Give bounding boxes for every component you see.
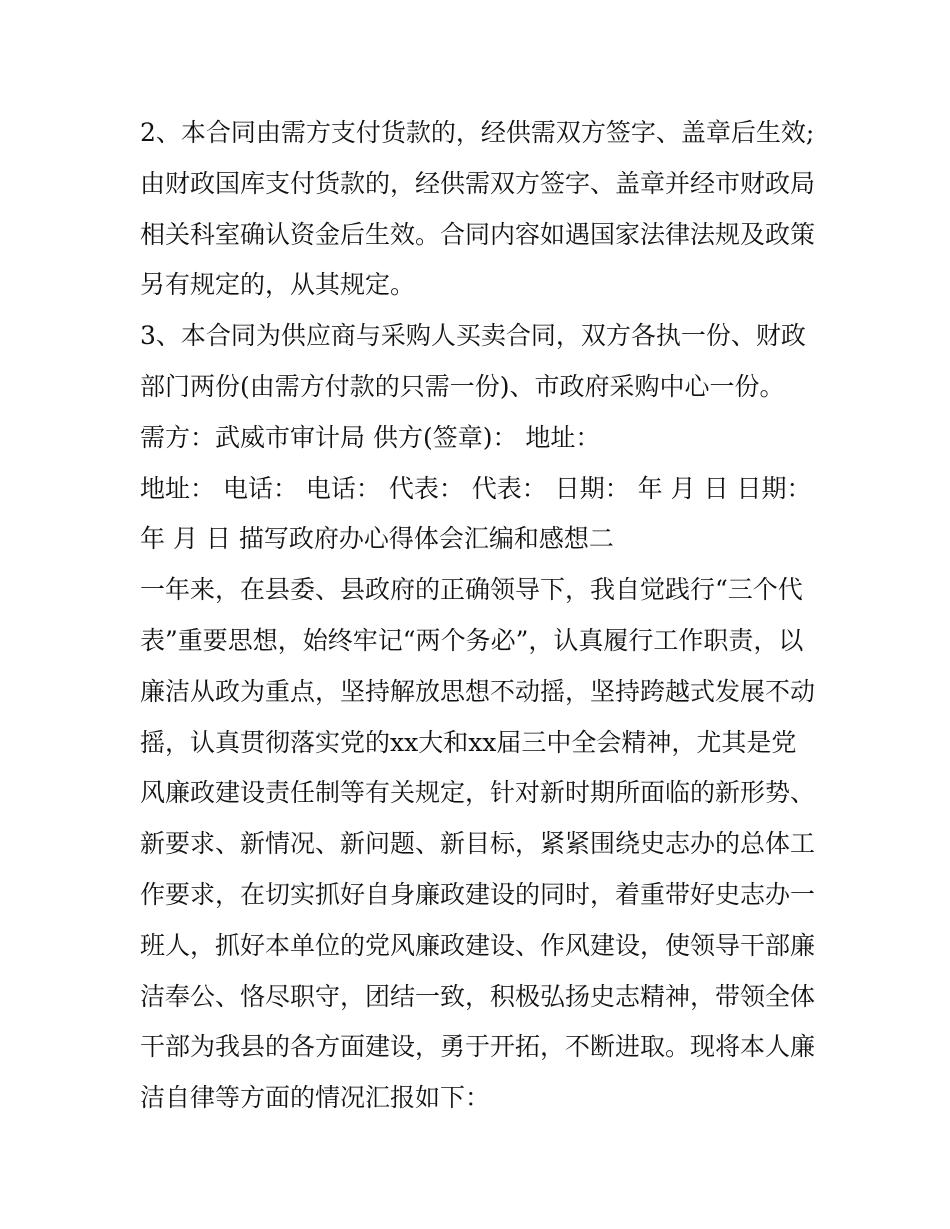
text-line: 3、本合同为供应商与采购人买卖合同，双方各执一份、财政 bbox=[140, 321, 806, 351]
text-line: 洁奉公、恪尽职守，团结一致，积极弘扬史志精神，带领全体 bbox=[140, 981, 816, 1011]
text-line: 风廉政建设责任制等有关规定，针对新时期所面临的新形势、 bbox=[140, 778, 816, 808]
text-line: 洁自律等方面的情况汇报如下： bbox=[140, 1083, 491, 1113]
document-body bbox=[140, 108, 820, 1124]
text-line: 摇，认真贯彻落实党的xx大和xx届三中全会精神，尤其是党 bbox=[140, 727, 797, 757]
text-line: 干部为我县的各方面建设，勇于开拓，不断进取。现将本人廉 bbox=[140, 1032, 816, 1062]
text-line: 表”重要思想，始终牢记“两个务必”，认真履行工作职责，以 bbox=[140, 625, 804, 655]
text-line: 廉洁从政为重点，坚持解放思想不动摇，坚持跨越式发展不动 bbox=[140, 676, 816, 706]
text-line: 作要求，在切实抓好自身廉政建设的同时，着重带好史志办一 bbox=[140, 879, 816, 909]
text-line: 相关科室确认资金后生效。合同内容如遇国家法律法规及政策 bbox=[140, 219, 816, 249]
text-line: 一年来，在县委、县政府的正确领导下，我自觉践行“三个代 bbox=[140, 575, 803, 605]
text-line: 另有规定的，从其规定。 bbox=[140, 270, 416, 300]
text-line: 班人，抓好本单位的党风廉政建设、作风建设，使领导干部廉 bbox=[140, 930, 816, 960]
text-line: 由财政国库支付货款的，经供需双方签字、盖章并经市财政局 bbox=[140, 168, 816, 198]
text-line: 部门两份(由需方付款的只需一份)、市政府采购中心一份。 bbox=[140, 371, 785, 401]
text-line: 年 月 日 描写政府办心得体会汇编和感想二 bbox=[140, 524, 614, 554]
text-line: 新要求、新情况、新问题、新目标，紧紧围绕史志办的总体工 bbox=[140, 829, 816, 859]
text-line: 地址： 电话： 电话： 代表： 代表： 日期： 年 月 日 日期： bbox=[140, 473, 812, 503]
text-line: 需方：武威市审计局 供方(签章)： 地址： bbox=[140, 422, 601, 452]
text-line: 2、本合同由需方支付货款的，经供需双方签字、盖章后生效; bbox=[140, 118, 815, 147]
